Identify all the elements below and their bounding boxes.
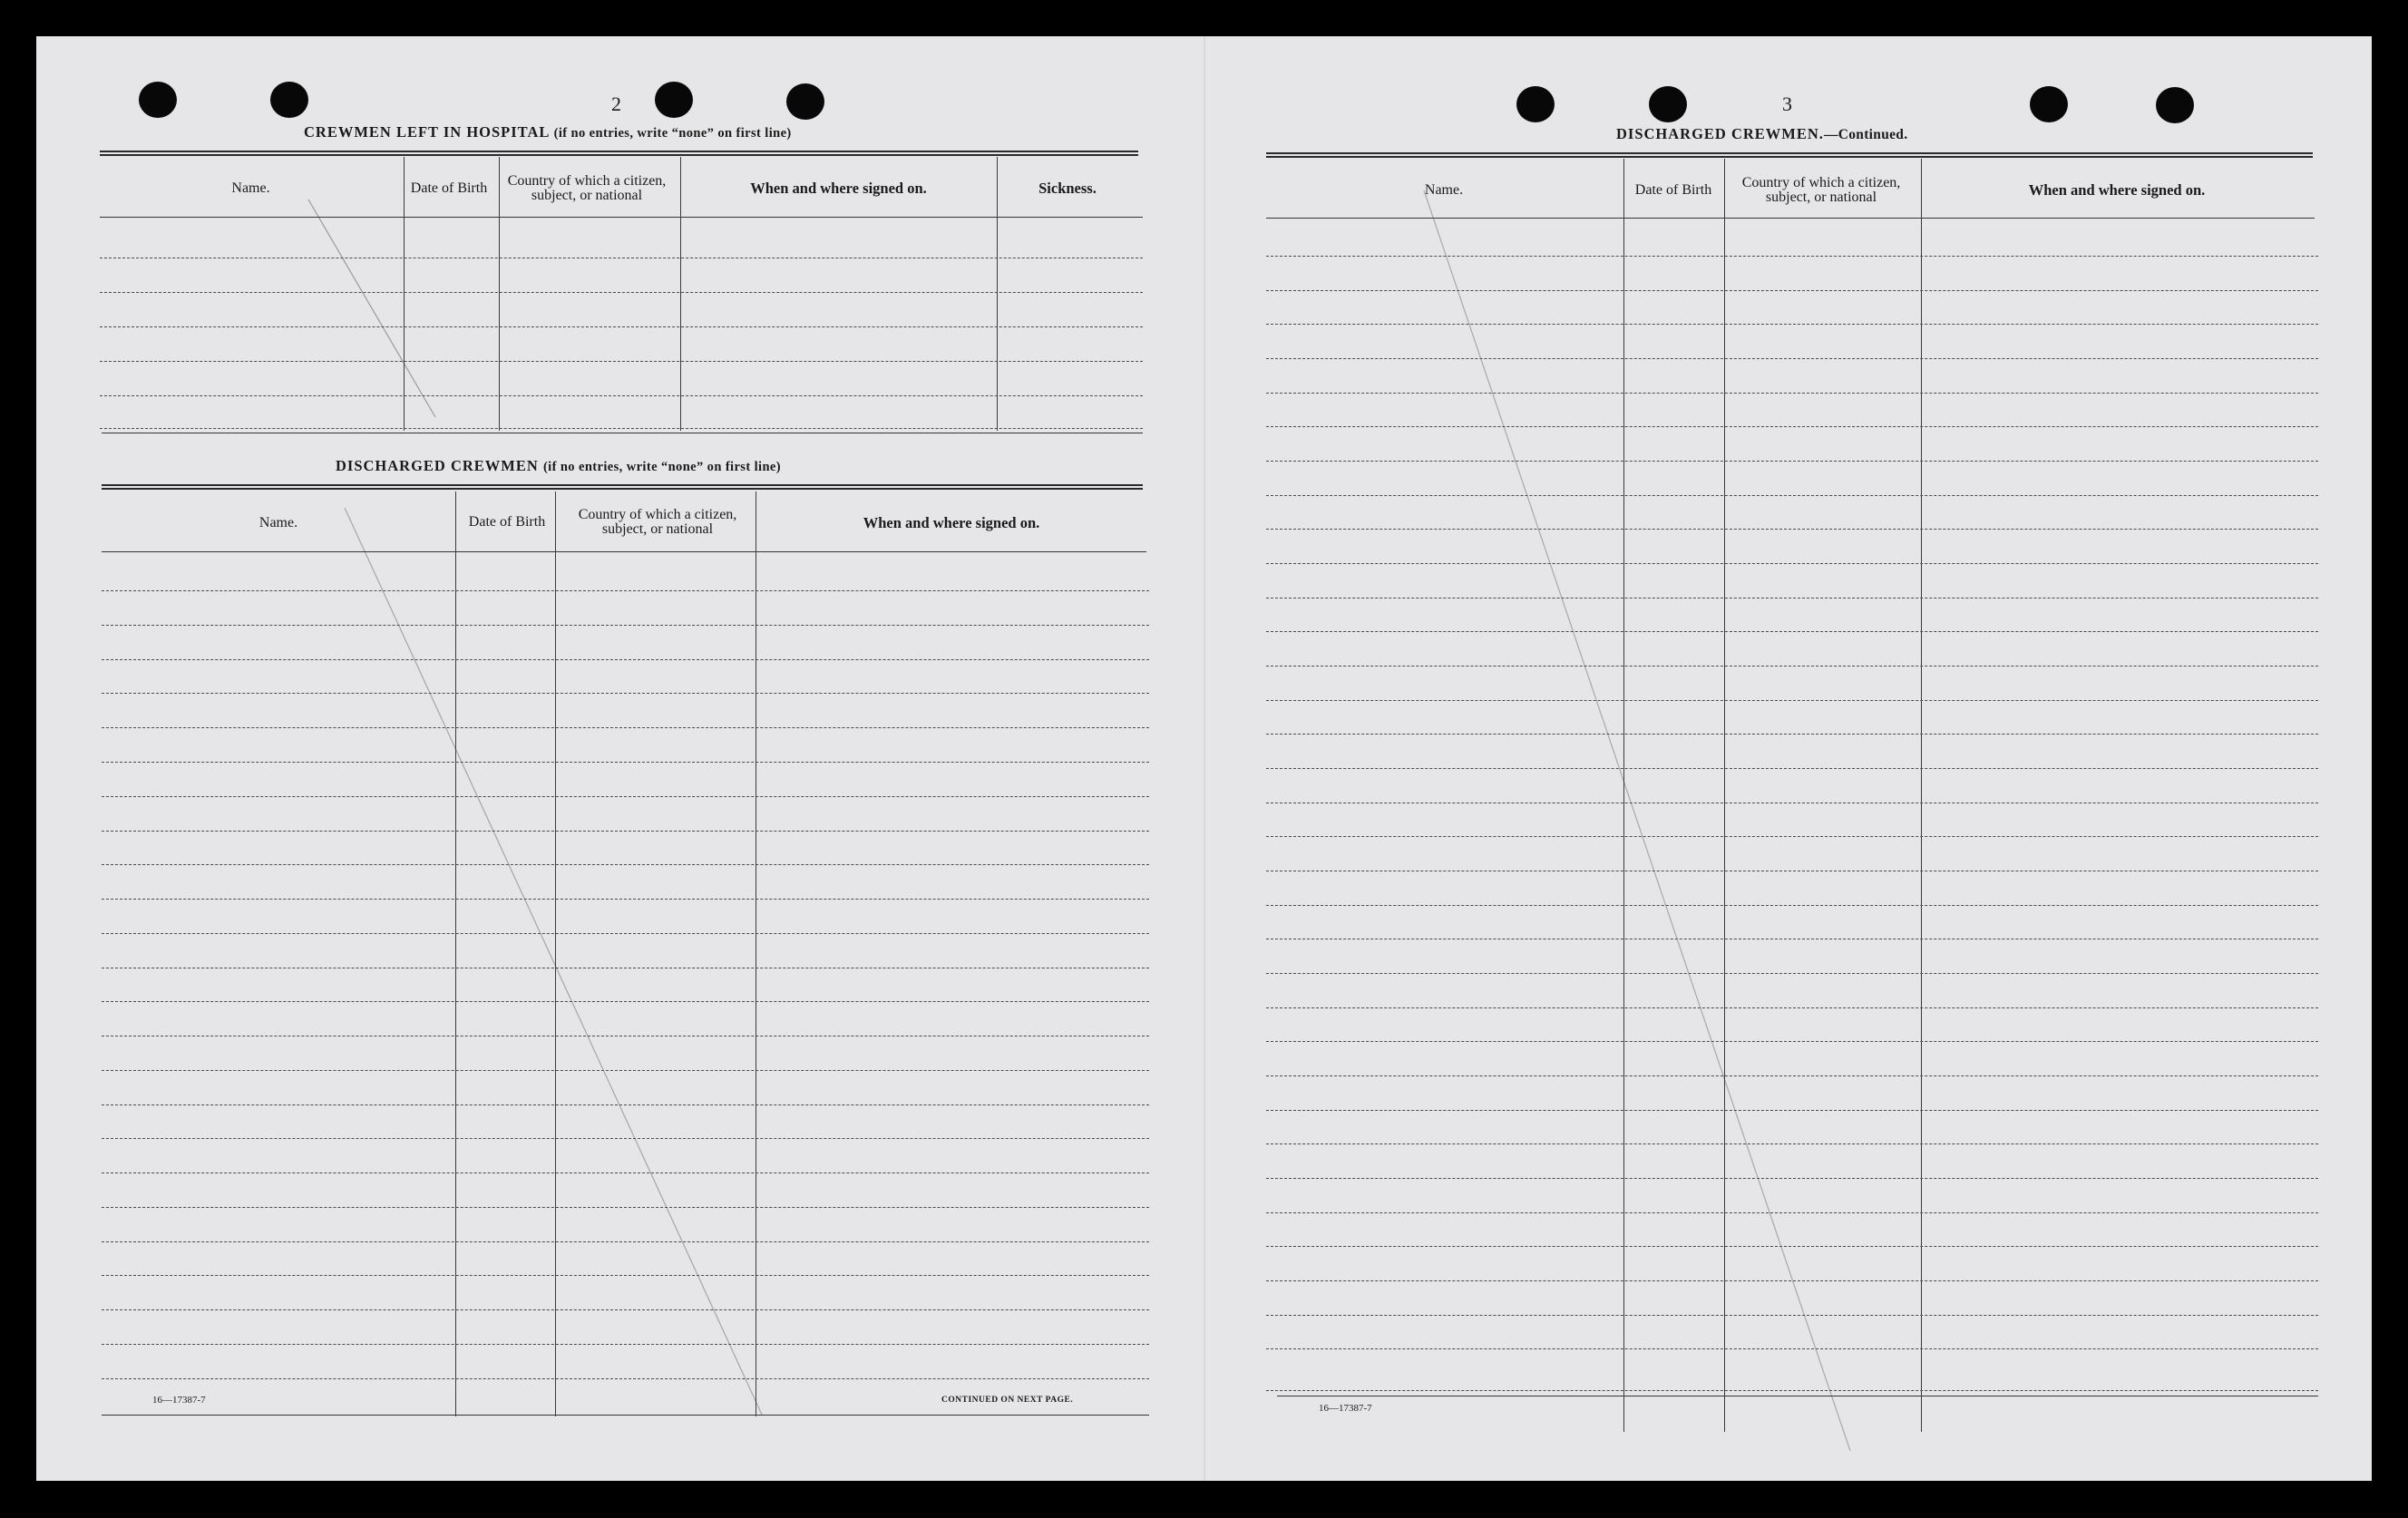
entry-line[interactable] xyxy=(1266,1212,2318,1213)
entry-line[interactable] xyxy=(102,864,1149,865)
entry-line[interactable] xyxy=(102,1344,1149,1345)
entry-line[interactable] xyxy=(100,326,1143,327)
form-number: 16—17387-7 xyxy=(1319,1403,1372,1414)
entry-line[interactable] xyxy=(102,693,1149,694)
scan-streak xyxy=(36,36,2372,1481)
header-rule xyxy=(102,551,1146,552)
page-number: 3 xyxy=(1782,92,1792,115)
col-header-signed-on: When and where signed on. xyxy=(2028,181,2206,199)
entry-line[interactable] xyxy=(1266,1007,2318,1008)
column-divider xyxy=(1921,159,1922,1432)
entry-line[interactable] xyxy=(102,590,1149,591)
col-header-name: Name. xyxy=(231,180,270,196)
entry-line[interactable] xyxy=(1266,973,2318,974)
col-header-country: Country of which a citizen, subject, or national xyxy=(507,173,667,203)
entry-line[interactable] xyxy=(102,659,1149,660)
entry-line[interactable] xyxy=(100,395,1143,396)
col-header-signed-on: When and where signed on. xyxy=(863,514,1040,531)
entry-line[interactable] xyxy=(1266,1315,2318,1316)
column-divider xyxy=(555,491,556,1416)
col-header-date-of-birth: Date of Birth xyxy=(468,514,546,530)
entry-line[interactable] xyxy=(1266,1246,2318,1247)
hospital-title-note: (if no entries, write “none” on first line) xyxy=(553,126,792,141)
entry-line[interactable] xyxy=(1266,461,2318,462)
entry-line[interactable] xyxy=(102,831,1149,832)
header-rule xyxy=(1266,218,2315,219)
entry-line[interactable] xyxy=(1266,666,2318,667)
column-divider xyxy=(455,491,456,1416)
table-top-rule xyxy=(102,484,1143,490)
entry-line[interactable] xyxy=(102,933,1149,934)
entry-line[interactable] xyxy=(1266,495,2318,496)
entry-line[interactable] xyxy=(1266,290,2318,291)
column-divider xyxy=(1623,159,1624,1432)
continued-title-suffix: —Continued. xyxy=(1823,127,1908,142)
col-header-country: Country of which a citizen, subject, or national xyxy=(1741,175,1901,205)
entry-line[interactable] xyxy=(1266,358,2318,359)
col-header-country: Country of which a citizen, subject, or national xyxy=(578,507,737,537)
discharged-title-note: (if no entries, write “none” on first line) xyxy=(542,460,781,474)
form-number: 16—17387-7 xyxy=(152,1395,206,1406)
entry-line[interactable] xyxy=(102,796,1149,797)
entry-line[interactable] xyxy=(1266,563,2318,564)
col-header-date-of-birth: Date of Birth xyxy=(1634,182,1712,198)
entry-line[interactable] xyxy=(1266,256,2318,257)
table-top-rule xyxy=(100,151,1138,156)
entry-line[interactable] xyxy=(1266,1110,2318,1111)
entry-line[interactable] xyxy=(1266,426,2318,427)
hospital-section-title xyxy=(304,123,792,141)
entry-line[interactable] xyxy=(1266,1178,2318,1179)
scanned-form-sheet xyxy=(36,36,2372,1481)
col-header-sickness: Sickness. xyxy=(1038,180,1097,197)
hospital-title-text: CREWMEN LEFT IN HOSPITAL xyxy=(304,123,550,141)
entry-line[interactable] xyxy=(102,762,1149,763)
column-divider xyxy=(680,157,681,431)
continued-title-text: DISCHARGED CREWMEN. xyxy=(1616,125,1824,142)
entry-line[interactable] xyxy=(1266,1041,2318,1042)
entry-line[interactable] xyxy=(100,428,1143,429)
entry-line[interactable] xyxy=(100,292,1143,293)
entry-line[interactable] xyxy=(102,1138,1149,1139)
entry-line[interactable] xyxy=(1266,529,2318,530)
col-header-signed-on: When and where signed on. xyxy=(750,180,927,197)
entry-line[interactable] xyxy=(1266,393,2318,394)
entry-line[interactable] xyxy=(1266,700,2318,701)
header-rule xyxy=(100,217,1143,218)
column-divider xyxy=(404,157,405,431)
entry-line[interactable] xyxy=(1266,905,2318,906)
entry-line[interactable] xyxy=(1266,1390,2318,1391)
entry-line[interactable] xyxy=(1266,1348,2318,1349)
entry-line[interactable] xyxy=(1266,1143,2318,1144)
entry-line[interactable] xyxy=(102,1207,1149,1208)
col-header-name: Name. xyxy=(1424,182,1464,198)
col-header-name: Name. xyxy=(258,515,298,530)
entry-line[interactable] xyxy=(102,899,1149,900)
entry-line[interactable] xyxy=(1266,734,2318,735)
entry-line[interactable] xyxy=(102,625,1149,626)
entry-line[interactable] xyxy=(102,727,1149,728)
entry-line[interactable] xyxy=(1266,768,2318,769)
entry-line[interactable] xyxy=(102,1104,1149,1105)
table-top-rule xyxy=(1266,152,2313,158)
entry-line[interactable] xyxy=(102,1275,1149,1276)
discharged-continued-title xyxy=(1616,125,1907,143)
entry-line[interactable] xyxy=(1266,1075,2318,1076)
continued-note: CONTINUED ON NEXT PAGE. xyxy=(941,1396,1074,1405)
entry-line[interactable] xyxy=(100,361,1143,362)
discharged-title-text: DISCHARGED CREWMEN xyxy=(336,457,539,474)
entry-line[interactable] xyxy=(102,1241,1149,1242)
entry-line[interactable] xyxy=(102,1309,1149,1310)
page-number: 2 xyxy=(611,92,621,115)
entry-line[interactable] xyxy=(1266,324,2318,325)
entry-line[interactable] xyxy=(102,1001,1149,1002)
col-header-date-of-birth: Date of Birth xyxy=(410,180,488,196)
discharged-section-title xyxy=(336,457,781,475)
column-divider xyxy=(1724,159,1725,1432)
entry-line[interactable] xyxy=(1266,1280,2318,1281)
entry-line[interactable] xyxy=(1266,631,2318,632)
column-divider xyxy=(997,157,998,431)
column-divider xyxy=(499,157,500,431)
entry-line[interactable] xyxy=(102,1378,1149,1379)
entry-line[interactable] xyxy=(102,1070,1149,1071)
table-bottom-rule xyxy=(102,1415,1149,1416)
entry-line[interactable] xyxy=(1266,836,2318,837)
